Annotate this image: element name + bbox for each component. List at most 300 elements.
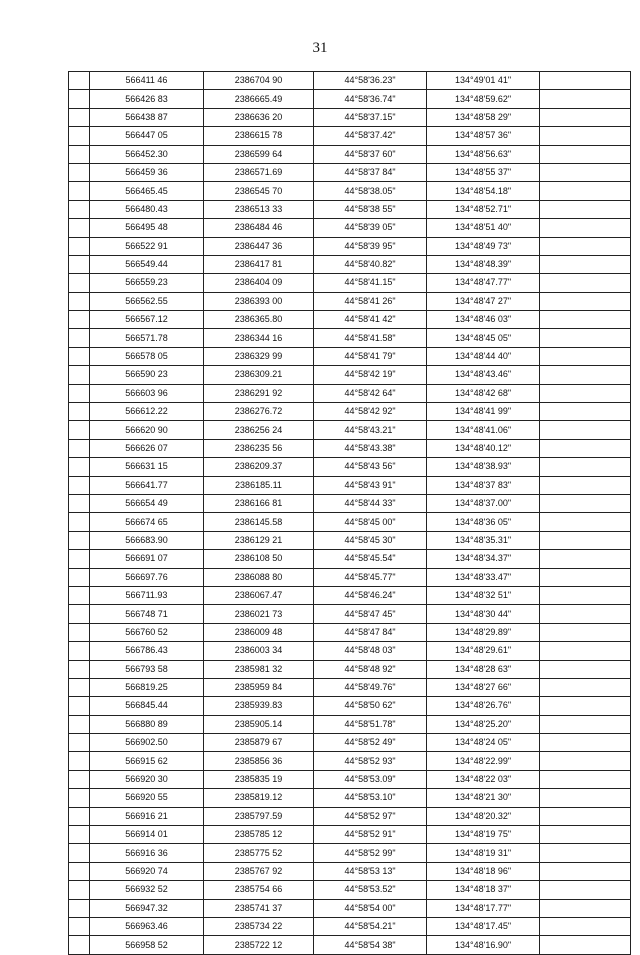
y-coordinate-cell: 2385819.12 [204, 789, 314, 807]
x-coordinate-cell: 566932 52 [90, 881, 204, 899]
table-row [69, 826, 631, 844]
longitude-cell: 134°48'58 29" [427, 108, 540, 126]
blank-cell [540, 458, 631, 476]
blank-cell [69, 292, 90, 310]
blank-cell [69, 550, 90, 568]
y-coordinate-cell: 2385722 12 [204, 936, 314, 954]
y-coordinate-cell: 2386021 73 [204, 605, 314, 623]
longitude-cell: 134°48'37.00" [427, 494, 540, 512]
table-row [69, 255, 631, 273]
y-coordinate-cell: 2386704 90 [204, 72, 314, 90]
latitude-cell: 44°58'53.09" [314, 770, 427, 788]
blank-cell [540, 108, 631, 126]
table-row [69, 311, 631, 329]
blank-cell [69, 826, 90, 844]
longitude-cell: 134°48'33.47" [427, 568, 540, 586]
latitude-cell: 44°58'43 56" [314, 458, 427, 476]
longitude-cell: 134°48'19 75" [427, 826, 540, 844]
table-row [69, 586, 631, 604]
longitude-cell: 134°48'56.63" [427, 145, 540, 163]
x-coordinate-cell: 566793 58 [90, 660, 204, 678]
blank-cell [540, 917, 631, 935]
blank-cell [69, 384, 90, 402]
latitude-cell: 44°58'45.77" [314, 568, 427, 586]
blank-cell [540, 734, 631, 752]
longitude-cell: 134°48'46 03" [427, 311, 540, 329]
latitude-cell: 44°58'49.76" [314, 678, 427, 696]
blank-cell [69, 108, 90, 126]
longitude-cell: 134°48'28 63" [427, 660, 540, 678]
latitude-cell: 44°58'53 13" [314, 862, 427, 880]
longitude-cell: 134°48'35.31" [427, 531, 540, 549]
coordinates-table [68, 71, 631, 955]
latitude-cell: 44°58'40.82" [314, 255, 427, 273]
longitude-cell: 134°48'43.46" [427, 366, 540, 384]
blank-cell [69, 752, 90, 770]
longitude-cell: 134°48'17.77" [427, 899, 540, 917]
longitude-cell: 134°48'18 96" [427, 862, 540, 880]
longitude-cell: 134°48'49 73" [427, 237, 540, 255]
latitude-cell: 44°58'52 93" [314, 752, 427, 770]
y-coordinate-cell: 2386404 09 [204, 274, 314, 292]
blank-cell [69, 163, 90, 181]
x-coordinate-cell: 566480.43 [90, 200, 204, 218]
x-coordinate-cell: 566711.93 [90, 586, 204, 604]
table-row [69, 936, 631, 954]
table-row [69, 642, 631, 660]
blank-cell [540, 237, 631, 255]
table-row [69, 770, 631, 788]
x-coordinate-cell: 566426 83 [90, 90, 204, 108]
y-coordinate-cell: 2386513 33 [204, 200, 314, 218]
blank-cell [69, 182, 90, 200]
y-coordinate-cell: 2386393 00 [204, 292, 314, 310]
latitude-cell: 44°58'41 42" [314, 311, 427, 329]
y-coordinate-cell: 2385905.14 [204, 715, 314, 733]
x-coordinate-cell: 566845.44 [90, 697, 204, 715]
blank-cell [69, 770, 90, 788]
x-coordinate-cell: 566920 55 [90, 789, 204, 807]
longitude-cell: 134°48'25.20" [427, 715, 540, 733]
longitude-cell: 134°48'54.18" [427, 182, 540, 200]
table-row [69, 329, 631, 347]
y-coordinate-cell: 2385856 36 [204, 752, 314, 770]
latitude-cell: 44°58'42 64" [314, 384, 427, 402]
y-coordinate-cell: 2386235 56 [204, 439, 314, 457]
x-coordinate-cell: 566452.30 [90, 145, 204, 163]
table-row [69, 844, 631, 862]
longitude-cell: 134°49'01 41" [427, 72, 540, 90]
x-coordinate-cell: 566411 46 [90, 72, 204, 90]
blank-cell [540, 513, 631, 531]
blank-cell [540, 90, 631, 108]
y-coordinate-cell: 2386615 78 [204, 127, 314, 145]
blank-cell [69, 881, 90, 899]
x-coordinate-cell: 566963.46 [90, 917, 204, 935]
longitude-cell: 134°48'41 99" [427, 403, 540, 421]
blank-cell [540, 678, 631, 696]
blank-cell [540, 660, 631, 678]
latitude-cell: 44°58'39 05" [314, 219, 427, 237]
table-row [69, 881, 631, 899]
y-coordinate-cell: 2386599 64 [204, 145, 314, 163]
blank-cell [540, 182, 631, 200]
x-coordinate-cell: 566465.45 [90, 182, 204, 200]
blank-cell [69, 421, 90, 439]
table-row [69, 789, 631, 807]
longitude-cell: 134°48'24 05" [427, 734, 540, 752]
blank-cell [69, 789, 90, 807]
x-coordinate-cell: 566654 49 [90, 494, 204, 512]
latitude-cell: 44°58'45 30" [314, 531, 427, 549]
y-coordinate-cell: 2385835 19 [204, 770, 314, 788]
longitude-cell: 134°48'42 68" [427, 384, 540, 402]
blank-cell [540, 568, 631, 586]
table-row [69, 568, 631, 586]
blank-cell [540, 531, 631, 549]
latitude-cell: 44°58'54 00" [314, 899, 427, 917]
x-coordinate-cell: 566571.78 [90, 329, 204, 347]
blank-cell [540, 936, 631, 954]
blank-cell [540, 862, 631, 880]
blank-cell [69, 403, 90, 421]
y-coordinate-cell: 2385959 84 [204, 678, 314, 696]
blank-cell [69, 623, 90, 641]
y-coordinate-cell: 2385879 67 [204, 734, 314, 752]
blank-cell [69, 917, 90, 935]
table-row [69, 660, 631, 678]
longitude-cell: 134°48'48.39" [427, 255, 540, 273]
table-row [69, 917, 631, 935]
y-coordinate-cell: 2386276.72 [204, 403, 314, 421]
table-row [69, 347, 631, 365]
blank-cell [540, 72, 631, 90]
y-coordinate-cell: 2385785 12 [204, 826, 314, 844]
longitude-cell: 134°48'18 37" [427, 881, 540, 899]
longitude-cell: 134°48'26.76" [427, 697, 540, 715]
latitude-cell: 44°58'52 49" [314, 734, 427, 752]
table-row [69, 494, 631, 512]
table-row [69, 366, 631, 384]
x-coordinate-cell: 566562.55 [90, 292, 204, 310]
y-coordinate-cell: 2385775 52 [204, 844, 314, 862]
blank-cell [69, 494, 90, 512]
x-coordinate-cell: 566438 87 [90, 108, 204, 126]
blank-cell [540, 550, 631, 568]
y-coordinate-cell: 2385981 32 [204, 660, 314, 678]
longitude-cell: 134°48'20.32" [427, 807, 540, 825]
table-row [69, 513, 631, 531]
latitude-cell: 44°58'37 84" [314, 163, 427, 181]
x-coordinate-cell: 566916 36 [90, 844, 204, 862]
blank-cell [540, 623, 631, 641]
x-coordinate-cell: 566697.76 [90, 568, 204, 586]
blank-cell [69, 568, 90, 586]
table-row [69, 862, 631, 880]
y-coordinate-cell: 2386344 16 [204, 329, 314, 347]
y-coordinate-cell: 2386256 24 [204, 421, 314, 439]
blank-cell [69, 439, 90, 457]
x-coordinate-cell: 566495 48 [90, 219, 204, 237]
table-row [69, 899, 631, 917]
blank-cell [69, 72, 90, 90]
blank-cell [69, 476, 90, 494]
latitude-cell: 44°58'54.21" [314, 917, 427, 935]
blank-cell [69, 347, 90, 365]
y-coordinate-cell: 2386291 92 [204, 384, 314, 402]
table-row [69, 384, 631, 402]
x-coordinate-cell: 566674 65 [90, 513, 204, 531]
y-coordinate-cell: 2386145.58 [204, 513, 314, 531]
longitude-cell: 134°48'30 44" [427, 605, 540, 623]
x-coordinate-cell: 566683.90 [90, 531, 204, 549]
x-coordinate-cell: 566631 15 [90, 458, 204, 476]
blank-cell [540, 605, 631, 623]
table-row [69, 697, 631, 715]
latitude-cell: 44°58'51.78" [314, 715, 427, 733]
blank-cell [69, 237, 90, 255]
blank-cell [69, 513, 90, 531]
table-row [69, 458, 631, 476]
blank-cell [69, 715, 90, 733]
longitude-cell: 134°48'29.89" [427, 623, 540, 641]
blank-cell [69, 862, 90, 880]
latitude-cell: 44°58'43.21" [314, 421, 427, 439]
x-coordinate-cell: 566603 96 [90, 384, 204, 402]
latitude-cell: 44°58'41.58" [314, 329, 427, 347]
latitude-cell: 44°58'52 91" [314, 826, 427, 844]
blank-cell [540, 366, 631, 384]
blank-cell [540, 770, 631, 788]
latitude-cell: 44°58'47 45" [314, 605, 427, 623]
blank-cell [69, 127, 90, 145]
blank-cell [540, 255, 631, 273]
table-row [69, 108, 631, 126]
blank-cell [69, 274, 90, 292]
x-coordinate-cell: 566920 74 [90, 862, 204, 880]
blank-cell [69, 936, 90, 954]
latitude-cell: 44°58'46.24" [314, 586, 427, 604]
table-row [69, 531, 631, 549]
table-row [69, 292, 631, 310]
y-coordinate-cell: 2385939.83 [204, 697, 314, 715]
y-coordinate-cell: 2386571.69 [204, 163, 314, 181]
blank-cell [540, 844, 631, 862]
x-coordinate-cell: 566522 91 [90, 237, 204, 255]
table-row [69, 715, 631, 733]
table-row [69, 145, 631, 163]
x-coordinate-cell: 566916 21 [90, 807, 204, 825]
blank-cell [69, 642, 90, 660]
y-coordinate-cell: 2386088 80 [204, 568, 314, 586]
x-coordinate-cell: 566691 07 [90, 550, 204, 568]
y-coordinate-cell: 2386417 81 [204, 255, 314, 273]
y-coordinate-cell: 2386108 50 [204, 550, 314, 568]
x-coordinate-cell: 566590 23 [90, 366, 204, 384]
longitude-cell: 134°48'32 51" [427, 586, 540, 604]
latitude-cell: 44°58'47 84" [314, 623, 427, 641]
table-row [69, 163, 631, 181]
y-coordinate-cell: 2385767 92 [204, 862, 314, 880]
latitude-cell: 44°58'41.15" [314, 274, 427, 292]
latitude-cell: 44°58'48 92" [314, 660, 427, 678]
latitude-cell: 44°58'52 97" [314, 807, 427, 825]
latitude-cell: 44°58'53.52" [314, 881, 427, 899]
blank-cell [69, 844, 90, 862]
x-coordinate-cell: 566760 52 [90, 623, 204, 641]
latitude-cell: 44°58'54 38" [314, 936, 427, 954]
blank-cell [69, 660, 90, 678]
blank-cell [540, 421, 631, 439]
blank-cell [69, 255, 90, 273]
table-row [69, 274, 631, 292]
table-row [69, 807, 631, 825]
blank-cell [69, 697, 90, 715]
x-coordinate-cell: 566920 30 [90, 770, 204, 788]
x-coordinate-cell: 566447 05 [90, 127, 204, 145]
blank-cell [69, 678, 90, 696]
blank-cell [540, 145, 631, 163]
blank-cell [69, 200, 90, 218]
table-row [69, 678, 631, 696]
blank-cell [540, 292, 631, 310]
latitude-cell: 44°58'36.74" [314, 90, 427, 108]
blank-cell [69, 90, 90, 108]
y-coordinate-cell: 2385754 66 [204, 881, 314, 899]
table-row [69, 237, 631, 255]
x-coordinate-cell: 566578 05 [90, 347, 204, 365]
coordinates-table-body [69, 72, 631, 955]
blank-cell [540, 219, 631, 237]
y-coordinate-cell: 2386484 46 [204, 219, 314, 237]
blank-cell [69, 605, 90, 623]
longitude-cell: 134°48'45 05" [427, 329, 540, 347]
x-coordinate-cell: 566567.12 [90, 311, 204, 329]
y-coordinate-cell: 2386309.21 [204, 366, 314, 384]
latitude-cell: 44°58'43 91" [314, 476, 427, 494]
longitude-cell: 134°48'51 40" [427, 219, 540, 237]
y-coordinate-cell: 2386209.37 [204, 458, 314, 476]
blank-cell [540, 163, 631, 181]
latitude-cell: 44°58'41 26" [314, 292, 427, 310]
blank-cell [540, 586, 631, 604]
blank-cell [540, 715, 631, 733]
longitude-cell: 134°48'21 30" [427, 789, 540, 807]
blank-cell [69, 734, 90, 752]
y-coordinate-cell: 2386129 21 [204, 531, 314, 549]
y-coordinate-cell: 2386665.49 [204, 90, 314, 108]
blank-cell [540, 329, 631, 347]
blank-cell [69, 586, 90, 604]
blank-cell [69, 807, 90, 825]
longitude-cell: 134°48'38.93" [427, 458, 540, 476]
x-coordinate-cell: 566641.77 [90, 476, 204, 494]
y-coordinate-cell: 2385797.59 [204, 807, 314, 825]
latitude-cell: 44°58'39 95" [314, 237, 427, 255]
table-row [69, 752, 631, 770]
table-row [69, 476, 631, 494]
table-row [69, 127, 631, 145]
latitude-cell: 44°58'45.54" [314, 550, 427, 568]
longitude-cell: 134°48'19 31" [427, 844, 540, 862]
x-coordinate-cell: 566902.50 [90, 734, 204, 752]
blank-cell [540, 642, 631, 660]
y-coordinate-cell: 2386067.47 [204, 586, 314, 604]
x-coordinate-cell: 566880 89 [90, 715, 204, 733]
y-coordinate-cell: 2386329 99 [204, 347, 314, 365]
blank-cell [540, 697, 631, 715]
blank-cell [540, 274, 631, 292]
y-coordinate-cell: 2386545 70 [204, 182, 314, 200]
y-coordinate-cell: 2386185.11 [204, 476, 314, 494]
blank-cell [69, 219, 90, 237]
table-row [69, 72, 631, 90]
latitude-cell: 44°58'45 00" [314, 513, 427, 531]
latitude-cell: 44°58'37 60" [314, 145, 427, 163]
x-coordinate-cell: 566612.22 [90, 403, 204, 421]
table-row [69, 550, 631, 568]
longitude-cell: 134°48'37 83" [427, 476, 540, 494]
latitude-cell: 44°58'48 03" [314, 642, 427, 660]
blank-cell [69, 145, 90, 163]
blank-cell [69, 366, 90, 384]
longitude-cell: 134°48'52.71" [427, 200, 540, 218]
x-coordinate-cell: 566459 36 [90, 163, 204, 181]
table-row [69, 605, 631, 623]
blank-cell [540, 881, 631, 899]
longitude-cell: 134°48'22 03" [427, 770, 540, 788]
x-coordinate-cell: 566958 52 [90, 936, 204, 954]
page-number: 31 [312, 40, 328, 56]
longitude-cell: 134°48'16.90" [427, 936, 540, 954]
longitude-cell: 134°48'27 66" [427, 678, 540, 696]
x-coordinate-cell: 566626 07 [90, 439, 204, 457]
latitude-cell: 44°58'42 19" [314, 366, 427, 384]
blank-cell [540, 476, 631, 494]
latitude-cell: 44°58'52 99" [314, 844, 427, 862]
blank-cell [540, 826, 631, 844]
y-coordinate-cell: 2386003 34 [204, 642, 314, 660]
x-coordinate-cell: 566914 01 [90, 826, 204, 844]
longitude-cell: 134°48'47.77" [427, 274, 540, 292]
blank-cell [540, 384, 631, 402]
x-coordinate-cell: 566559.23 [90, 274, 204, 292]
x-coordinate-cell: 566947.32 [90, 899, 204, 917]
blank-cell [69, 899, 90, 917]
blank-cell [540, 752, 631, 770]
blank-cell [540, 200, 631, 218]
latitude-cell: 44°58'37.15" [314, 108, 427, 126]
blank-cell [540, 899, 631, 917]
blank-cell [540, 311, 631, 329]
latitude-cell: 44°58'44 33" [314, 494, 427, 512]
y-coordinate-cell: 2386365.80 [204, 311, 314, 329]
table-row [69, 734, 631, 752]
blank-cell [540, 494, 631, 512]
latitude-cell: 44°58'37.42" [314, 127, 427, 145]
table-row [69, 439, 631, 457]
blank-cell [69, 458, 90, 476]
longitude-cell: 134°48'55 37" [427, 163, 540, 181]
x-coordinate-cell: 566915 62 [90, 752, 204, 770]
latitude-cell: 44°58'42 92" [314, 403, 427, 421]
y-coordinate-cell: 2386166 81 [204, 494, 314, 512]
blank-cell [540, 789, 631, 807]
y-coordinate-cell: 2386447 36 [204, 237, 314, 255]
table-row [69, 182, 631, 200]
longitude-cell: 134°48'47 27" [427, 292, 540, 310]
latitude-cell: 44°58'43.38" [314, 439, 427, 457]
